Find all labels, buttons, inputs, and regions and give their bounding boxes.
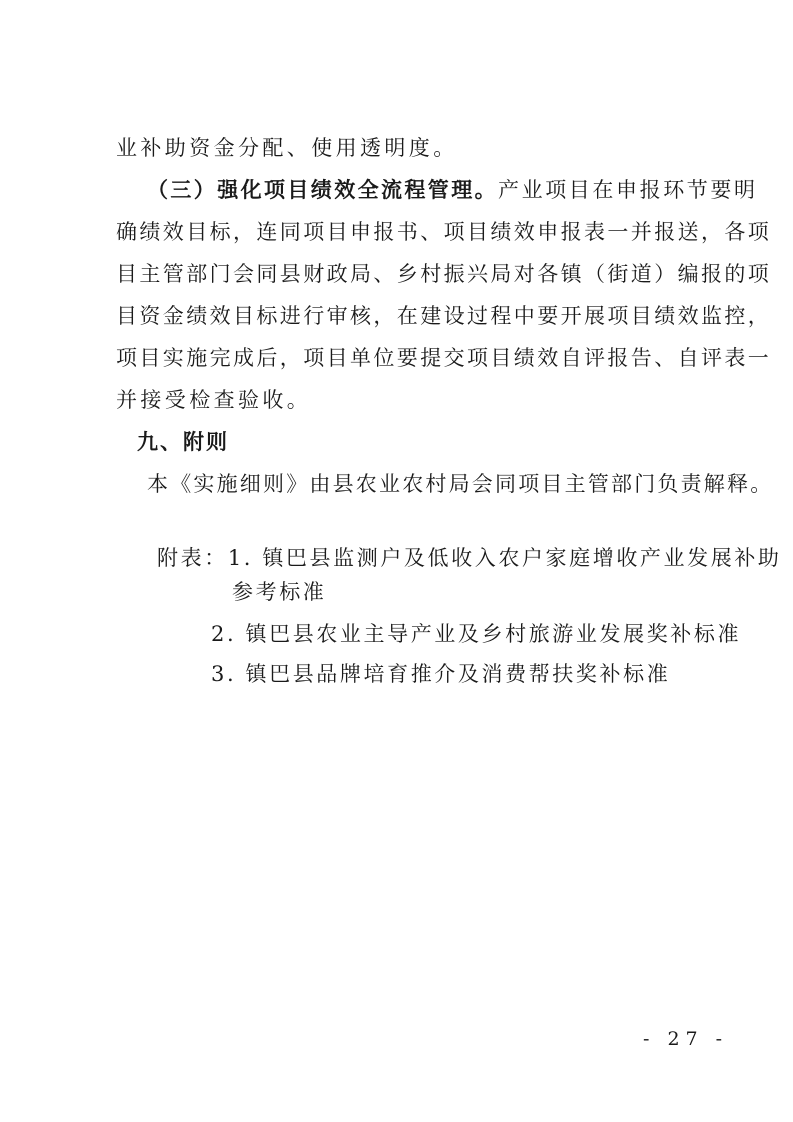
- paragraph-line: 目资金绩效目标进行审核，在建设过程中要开展项目绩效监控，: [116, 304, 772, 328]
- paragraph-line: 并接受检查验收。: [116, 388, 312, 412]
- paragraph-line: 项目实施完成后，项目单位要提交项目绩效自评报告、自评表一: [116, 346, 772, 370]
- page-number: - 27 -: [643, 1028, 729, 1050]
- attachment-item: 3. 镇巴县品牌培育推介及消费帮扶奖补标准: [211, 662, 671, 686]
- section-heading: 九、附则: [137, 430, 229, 454]
- paragraph-line: 业补助资金分配、使用透明度。: [116, 136, 458, 160]
- attachment-item: 2. 镇巴县农业主导产业及乡村旅游业发展奖补标准: [211, 622, 742, 646]
- paragraph-line: 确绩效目标，连同项目申报书、项目绩效申报表一并报送，各项: [116, 220, 772, 244]
- subsection-heading: （三）强化项目绩效全流程管理。: [147, 178, 498, 202]
- attachment-item: 1. 镇巴县监测户及低收入农户家庭增收产业发展补助: [227, 546, 782, 570]
- attachment-item-continuation: 参考标准: [232, 580, 327, 604]
- paragraph-line: [147, 176, 758, 204]
- paragraph-line: 目主管部门会同县财政局、乡村振兴局对各镇（街道）编报的项: [116, 262, 772, 286]
- paragraph-line: 本《实施细则》由县农业农村局会同项目主管部门负责解释。: [147, 472, 774, 496]
- attachment-label: 附表：: [157, 546, 228, 570]
- attachment-label-line: [157, 544, 782, 572]
- paragraph-text: 产业项目在申报环节要明: [498, 178, 758, 202]
